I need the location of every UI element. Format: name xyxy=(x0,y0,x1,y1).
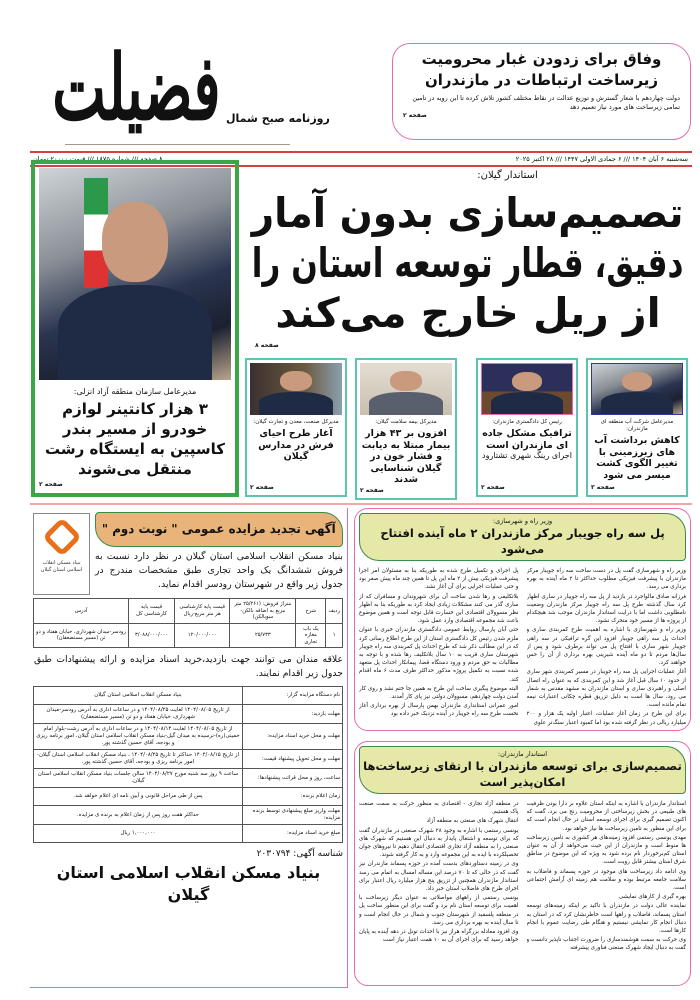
table-cell: رودسر-میدان شهرداری، خیابان هفتاد و دو تن (مسیر مستضعفان) xyxy=(34,623,129,648)
row-label: مهلت و محل تحویل پیشنهاد قیمت: xyxy=(243,750,343,769)
top-story-headline-2 xyxy=(403,70,680,91)
paragraph: وی افزود معادله بزرگراه هراز نیز با احداث تونل در دهه آینده به پایان خواهد رسید که برای اجرای آن به ۱۰ همت اعتبار نیاز است xyxy=(359,929,519,944)
article-header xyxy=(359,513,686,561)
headline-text: زیرساخت ارتباطات در مازندران xyxy=(424,71,659,89)
article-body xyxy=(359,567,686,731)
row-value: ۱,۰۰۰,۰۰۰ ریال xyxy=(34,825,243,843)
article-body xyxy=(359,800,686,980)
paragraph: یونسی رستمی با اشاره به وجود ۲۸ شهرک صنعتی در مازندران گفت که برای توسعه و اشتغال پایدار به دنبال این هستیم که شهرک های صنعتی را به منطقه آزاد تجاری اقتصادی انتقال دهیم تا نیروهای جوان تحصیلکرده با ایده به این مجموعه وارد و به کار گرفته شوند. xyxy=(359,827,519,859)
table-row xyxy=(34,788,343,806)
row-value: از تاریخ ۱۴۰۴/۰۸/۱۵ حداکثر تا تاریخ ۱۴۰۴/۰۸/۲۵ ، بنیاد مسکن انقلاب اسلامی استان گیلان-امور برنامه ریزی و بودجه، آقای حسین گذشته پور. xyxy=(34,750,243,769)
column-header: متراژ فروش: (۲۵/۲۶۱ متر مربع به اضافه بالکن-سوبالکن) xyxy=(230,599,296,624)
lead-story-left[interactable] xyxy=(31,160,239,497)
table-cell: ۱۲۰/۰۰۰/۰۰۰ xyxy=(175,623,230,648)
row-value: از تاریخ ۱۴۰۴/۰۸/۰۵ لغایت ۱۴۰۴/۰۸/۲۵ و در ساعات اداری به آدرس رودسر-میدان شهرداری، خیابان هفتاد و دو تن (مسیر مستضعفان) xyxy=(34,705,243,724)
column-header: قیمت پایه کارشناسی هر متر مربع-ریال xyxy=(175,599,230,624)
column-header: ردیف xyxy=(326,599,343,624)
story-card[interactable] xyxy=(355,358,457,500)
article-kicker: وزیر راه و شهرسازی: xyxy=(492,517,553,525)
card-headline: آغاز طرح احیای فرش در مدارس گیلان xyxy=(258,428,334,462)
top-story-summary: دولت چهاردهم با شعار گسترش و توزیع عدالت در نقاط مختلف کشور تلاش کرده تا این رویه در تامین تمامی زیرساخت های مورد نیاز تعمیم دهد xyxy=(412,94,680,111)
story-card[interactable] xyxy=(245,358,347,497)
article-kicker: استاندار مازندران: xyxy=(497,750,548,758)
property-table xyxy=(33,598,343,648)
table-row xyxy=(34,705,343,724)
lead-headline: ۳ هزار کانتینر لوازم خودرو از مسیر بندر کاسپین به ایستگاه رشت منتقل می‌شوند xyxy=(45,400,225,478)
column-header: قیمت پایه کارشناسی کل xyxy=(129,599,175,624)
table-row xyxy=(34,825,343,843)
article-headline: پل سه راه جویبار مرکز مازندران ۲ ماه آینده افتتاح می‌شود xyxy=(380,526,665,556)
ad-instructions: علاقه مندان می توانند جهت بازدید،خرید اسناد مزایده و ارائه پیشنهادات طبق جدول زیر اقدام نمایند. xyxy=(34,654,343,679)
issue-info: ۸ صفحه /// شماره ۱۸۷۵ /// قیمت ۲۰۰۰۰ تومان xyxy=(33,155,163,163)
row-label: زمان اعلام برنده: xyxy=(243,788,343,806)
row-value: حداکثر هفت روز پس از زمان اعلام به برنده ی مزایده. xyxy=(34,806,243,825)
story-photo xyxy=(250,363,342,415)
ad-footer: بنیاد مسکن انقلاب اسلامی استان گیلان xyxy=(56,863,321,904)
logo-text: فضیلت xyxy=(51,35,221,141)
top-story-box[interactable] xyxy=(392,43,691,140)
article-column xyxy=(359,800,519,980)
main-headline-row xyxy=(252,188,684,238)
story-card[interactable] xyxy=(586,358,688,497)
card-headline: ترافیک مشکل جاده ای مازندران است xyxy=(482,428,572,451)
table-row xyxy=(34,769,343,788)
paragraph: برای این طرح در زمان آغاز عملیات، اعتبار اولیه یک هزار و ۲۰۰ میلیارد ریالی در نظر گرفته شده بود اما کمبود اعتبار سنگ‌تر علوی xyxy=(526,711,686,726)
table-row xyxy=(34,623,343,648)
paragraph: پل اجرای و تکمیل طرح شده به طوریکه بنا به مسئولان امر اجرا پیشرفت فیزیکی بیش از ۲ ماه این پل تا همین چند ماه پیش صفر بود و حتی عملیات اجرایی برای آن آغاز نشد. xyxy=(359,568,519,591)
divider xyxy=(30,151,692,153)
article-column xyxy=(359,567,519,731)
paragraph: فرزانه صادق مالواجرد در بازدید از پل سه راه جویبار در ساری اظهار کرد سال گذشته طرح پل سه راه جویبار مرکز مازندران وضعیت نامطلوبی داشت اما با درایت استاندار مازندران موجب شد هیچکدام از پروژه ها از مسیر خود متحرک نشود. xyxy=(526,593,686,625)
column-header: شرح xyxy=(296,599,326,624)
table-cell: یک باب مغازه تجاری xyxy=(296,623,326,648)
table-row xyxy=(34,806,343,825)
article-column xyxy=(527,567,687,731)
row-label: نام دستگاه مزایده گزار: xyxy=(243,687,343,705)
main-headline-line: دقیق، قطار توسعه استان را xyxy=(252,239,684,287)
main-headline-line: از ریل خارج می‌کند xyxy=(275,289,661,337)
ad-title-text: آگهی تجدید مزایده عمومی " نوبت دوم " xyxy=(102,521,336,536)
auction-details-table xyxy=(33,686,343,843)
card-kicker: مدیرعامل شرکت آب منطقه ای مازندران: xyxy=(600,419,674,432)
page-reference: صفحه ۲ xyxy=(250,484,274,491)
table-row xyxy=(34,750,343,769)
card-headline: افزون بر ۴۳ هزار بیمار مبتلا به دیابت و فشار خون در گیلان شناسایی شدند xyxy=(361,428,451,485)
paragraph: مهدی یونسی رستمی افزود زمینه‌های هر کشوری به تامین زیرساخت ها منوط است و مازندران از این حیث می‌خواهد از آن به عنوان استان کم‌برخوردار نام برده شود به ویژه که این موضوع در مناطق شرق استان بیشتر قابل رویت است. xyxy=(526,834,686,866)
row-label: مهلت و محل خرید اسناد مزایده: xyxy=(243,724,343,750)
article-header xyxy=(359,746,686,794)
row-label: مهلت بازدید: xyxy=(243,705,343,724)
headline-text: وفاق برای زدودن غبار محرومیت xyxy=(421,50,662,68)
divider xyxy=(30,503,692,505)
main-kicker: استاندار گیلان: xyxy=(477,170,538,181)
paragraph: وزیر راه و شهرسازی با اشاره به اهمیت طرح کمربندی ساری و احداث پل سه راهی جویبار افزود این گره ترافیکی در سه راهی جویبار شهر ساری با افتتاح پل می تواند برطرف شود و پس از سال‌ها مردم تا دو ماه آینده شیرینی بهره برداری از آن را حس خواهند کرد. xyxy=(526,627,686,667)
subheading: بهره گیری از کارهای نمایشی xyxy=(618,894,686,901)
ad-code: شناسه آگهی: ۲۰۳۰۷۹۴ xyxy=(256,849,343,859)
table-row xyxy=(34,724,343,750)
top-story-headline-1 xyxy=(403,49,680,70)
story-photo xyxy=(360,363,452,415)
paragraph: وی حرکت به سمت هوشمندسازی را ضرورت اجتناب ناپذیر دانست و گفت به دنبال ایجاد شهرک صنعتی فناوری پیشرفته xyxy=(526,937,686,952)
ad-title xyxy=(95,512,343,547)
article-column xyxy=(527,800,687,980)
row-value: بنیاد مسکن انقلاب اسلامی استان گیلان xyxy=(34,687,243,705)
story-card[interactable] xyxy=(476,358,578,497)
paragraph: در منطقه آزاد تجاری - اقتصادی به منظور حرکت به سمت صنعت پاک هستیم. xyxy=(359,801,519,816)
card-headline: کاهش برداشت آب های زیرزمینی با تغییر الگوی کشت میسر می شود xyxy=(594,435,680,481)
paragraph: استاندار مازندران با اشاره به اینکه استان علاوه بر دارا بودن ظرفیت های طبیعی در بخش زیرساختی از محرومیت رنج می برد، گفت که اکنون تصمیم گیری برای اجرای توسعه استان در حال انجام است که برای این منظور به تامین زیرساخت ها نیاز خواهد بود. xyxy=(526,801,686,832)
page-reference: صفحه ۲ xyxy=(360,486,384,494)
lead-kicker: مدیرعامل سازمان منطقه آزاد انزلی: xyxy=(73,387,197,396)
housing-foundation-logo xyxy=(33,513,90,595)
page-reference: صفحه ۲ xyxy=(39,481,63,488)
table-cell: ۳/۰۸۸/۰۰۰/۰۰۰ xyxy=(129,623,175,648)
divider xyxy=(65,144,290,145)
newspaper-subtitle: روزنامه صبح شمال xyxy=(226,112,330,125)
page-reference: صفحه ۳ xyxy=(591,484,615,491)
subheading: انتقال شهرک های صنعتی به منطقه آزاد xyxy=(426,818,519,825)
logo-caption: بنیاد مسکن انقلاب اسلامی استان گیلان xyxy=(40,560,83,573)
main-headline[interactable] xyxy=(252,188,684,338)
article-bridge[interactable] xyxy=(354,508,691,731)
card-kicker: مدیرکل بیمه سلامت گیلان: xyxy=(375,419,437,425)
paragraph: نماینده عالی دولت در مازندران با تاکید بر اینکه زمینه‌های توسعه استان پسماند، فاضلاب و راهها است خاطرنشان کرد که در استان به دنبال انجام کار نمایشی نیستیم و هنگام طی رضایت عموم با انجام کارها است. xyxy=(526,903,686,935)
main-headline-row xyxy=(252,288,684,338)
article-headline: تصمیم‌سازی برای توسعه مازندران با ارتقای زیرساخت‌ها امکان‌پذیر است xyxy=(363,759,682,789)
paragraph: آغاز عملیات اجرایی پل سه راه جویبار در مسیر کمربندی شهر ساری از حدود ۱۰ سال قبل آغاز شد و این کمربندی که به عنوان راه اتصال اصلی و راهبردی ساری و استان مازندران به مشهد مقدس به شمار می رود، سال ها است به دلیل تزریق قطره چکانی اعتبارات نیمه تمام مانده است. xyxy=(526,669,686,709)
card-subheadline: اجرای رینگ شهری تشتارود xyxy=(482,451,572,460)
paragraph: وزیر راه و شهرسازی گفت پل در دست ساخت سه راه جویبار مرکز مازندران با پیشرفت فیزیکی مطلوب حداکثر تا ۲ ماه آینده به بهره برداری می رسد. xyxy=(526,568,686,591)
row-label: مهلت واریز مبلغ پیشنهادی توسط برنده مزایده: xyxy=(243,806,343,825)
paragraph: وی ادامه داد زیرساخت های موجود در حوزه پسماند و فاضلاب به سلامت جامعه مرتبط بوده و سلامت هم زمینه ای آرامش اجتماعی است. xyxy=(526,868,686,892)
paragraph: بلاتکلیفی و رها شدن ساخت آن برای شهروندان و مسافران که از ساری گذر می کنند مشکلات زیادی ایجاد کرد به طوریکه بنا به اظهار نظر مسوولان اقتصادی این خسارت قابل توجه است و همین موضوع باعث شد مجموعه اقتصادی وارد عمل شود. xyxy=(359,593,519,625)
page-reference: صفحه ۲ xyxy=(403,112,427,119)
column-header: آدرس xyxy=(34,599,129,624)
row-value: ساعت ۹ روز سه شنبه مورخ ۱۴۰۴/۰۸/۲۷ سالن جلسات بنیاد مسکن انقلاب اسلامی استان گیلان. xyxy=(34,769,243,788)
row-label: ساعت، روز و محل قرائت پیشنهادها: xyxy=(243,769,343,788)
row-label: مبلغ خرید اسناد مزایده: xyxy=(243,825,343,843)
table-cell: ۲۵/۷۳۳ xyxy=(230,623,296,648)
logo-mark-icon xyxy=(42,517,82,557)
issue-date: سه‌شنبه ۶ آبان ۱۴۰۴ /// ۶ جمادی الاولی ۱۴۴۷ /// ۲۸ اکتبر ۲۰۲۵ xyxy=(515,155,688,163)
table-cell: ۱ xyxy=(326,623,343,648)
row-value: پس از طی مراحل قانونی و آیین نامه ای اعلام خواهد شد. xyxy=(34,788,243,806)
page-reference: صفحه ۲ xyxy=(481,484,505,491)
paragraph: وی در زمینه دستاوردهای بدست آمده در حوزه پسماند مازندران نیز گفت که در حالی که تا ۷۰ درصد این مساله امسال به اتمام می رسد استاندار مازندران همچنین از تزریق پنج هزار میلیارد ریال اعتبار برای اجرای طرح های فاضلاب استان خبر داد. xyxy=(359,861,519,893)
story-photo xyxy=(481,363,573,415)
main-headline-line: تصمیم‌سازی بدون آمار xyxy=(252,189,684,237)
paragraph: البته موضوع پیگیری ساخت این طرح به همین جا ختم نشد و روی کار آمدن دولت چهاردهم، مسوولان دولتی نیز پای کار آمدند. xyxy=(359,685,519,701)
auction-advertisement xyxy=(30,508,348,988)
article-mazandaran-development[interactable] xyxy=(354,741,691,986)
ad-intro: بنیاد مسکن انقلاب اسلامی استان گیلان در نظر دارد نسبت به فروش ششدانگ یک واحد تجاری طبق مشخصات مندرج در جدول زیر واقع در شهرستان رودسر اقدام نماید. xyxy=(95,551,343,590)
story-photo xyxy=(591,363,683,415)
paragraph: یونسی رستمی از راههای مواصلاتی به عنوان دیگر زیرساخت با اهمیت برای توسعه استان نام برد و گفت برای این منظور ساخت پل در منطقه پلسفید از شهرستان جنوب و شمال در حال انجام است و تا سال آینده به بهره برداری می رسد. xyxy=(359,895,519,926)
newspaper-logo xyxy=(51,35,221,141)
table-row xyxy=(34,687,343,705)
paragraph: امور عمرانی استانداری مازندران بهمن پارسال از بهره برداری آغاز نخست طرح سه راه جویبار در آینده نزدیک خبر داده بود xyxy=(359,703,519,718)
row-value: از تاریخ ۱۴۰۴/۰۸/۰۵ لغایت ۱۴۰۴/۰۸/۱۴ و در ساعات اداری به آدرس رشت-بلوار امام خمینی(ره)-نرسیده به میدان گیل-بنیاد مسکن انقلاب اسلامی استان گیلان، امور برنامه ریزی و بودجه، آقای حسین گذشته پور. xyxy=(34,724,243,750)
page-reference: صفحه ۸ xyxy=(255,342,279,349)
main-headline-row xyxy=(252,238,684,288)
card-kicker: رئیس کل دادگستری مازندران: xyxy=(492,419,562,425)
card-kicker: مدیرکل صنعت، معدن و تجارت گیلان: xyxy=(253,419,339,425)
paragraph: حتی آبان پارسال روابط عمومی دادگستری مازندران خبری با عنوان ملزم شدن رئیس کل دادگستری استان از این طرح اطلاع رسانی کرد که در این مطالب ذکر شد که طرح احداث پل کمربندی سه راه جویبار شهرستان ساری قریب به ۱۰ سال بلاتکلیف رها شده و با توجه به مطالبات به حق مردم و ورود دستگاه قضا، پیمانکار احداث پل متعهد شده نسبت به تکمیل پروژه مذکور حداکثر ظرف مدت ۶ ماه اقدام کند. xyxy=(359,627,519,683)
